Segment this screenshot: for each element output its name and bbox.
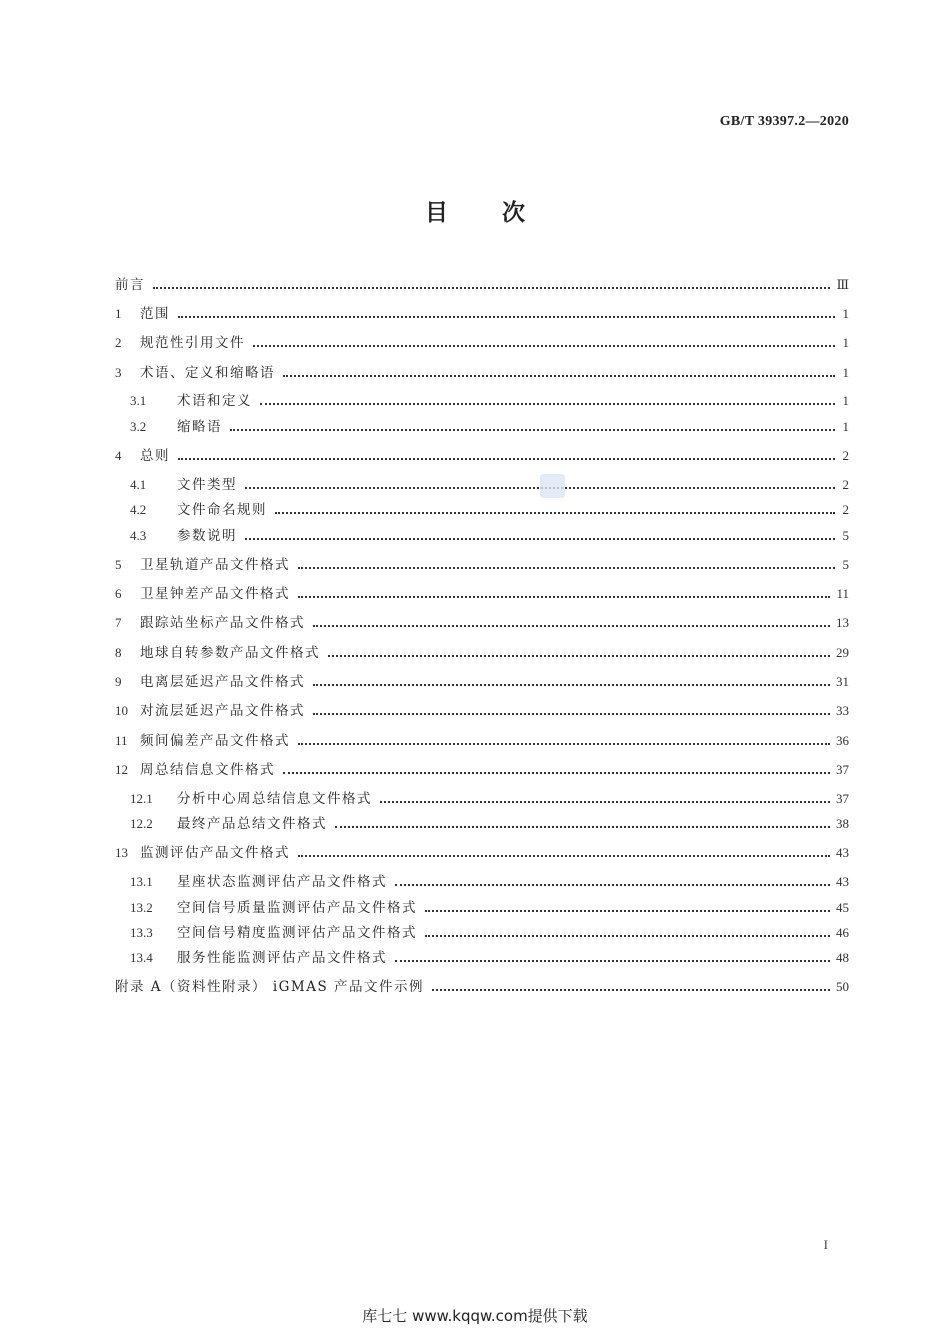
toc-entry[interactable]	[130, 526, 849, 546]
toc-entry-title: 术语、定义和缩略语	[140, 365, 275, 381]
toc-entry-title: 跟踪站坐标产品文件格式	[140, 615, 305, 631]
toc-entry-title: 监测评估产品文件格式	[140, 845, 290, 861]
toc-entry-title: 范围	[140, 306, 170, 322]
toc-entry-page: 1	[842, 335, 849, 350]
toc-entry[interactable]	[130, 417, 849, 437]
toc-entry-title: 服务性能监测评估产品文件格式	[177, 950, 387, 966]
toc-dot-leader	[153, 275, 830, 295]
toc-entry-title: 附录 A（资料性附录） iGMAS 产品文件示例	[115, 979, 425, 995]
toc-entry-number: 8	[115, 645, 122, 660]
toc-entry-title: 空间信号质量监测评估产品文件格式	[177, 900, 417, 916]
toc-entry[interactable]	[130, 391, 849, 411]
toc-entry-page: 13	[836, 615, 849, 630]
toc-entry-title: 空间信号精度监测评估产品文件格式	[177, 925, 417, 941]
toc-entry-number: 13.2	[130, 900, 153, 915]
toc-entry-title: 星座状态监测评估产品文件格式	[177, 874, 387, 890]
toc-entry-number: 3	[115, 365, 122, 380]
toc-entry[interactable]	[115, 731, 849, 751]
toc-entry-page: 5	[842, 528, 849, 543]
toc-entry-title: 周总结信息文件格式	[140, 762, 275, 778]
toc-dot-leader	[283, 363, 835, 383]
toc-entry[interactable]	[130, 789, 849, 809]
toc-entry[interactable]	[130, 872, 849, 892]
toc-entry-title: 术语和定义	[177, 393, 252, 409]
toc-dot-leader	[395, 948, 830, 968]
toc-entry-page: 11	[836, 586, 849, 601]
toc-heading: 目次	[425, 200, 579, 226]
toc-entry-page: 48	[836, 950, 849, 965]
toc-entry-number: 7	[115, 615, 122, 630]
toc-entry-page: 5	[842, 557, 849, 572]
toc-dot-leader	[298, 843, 830, 863]
toc-entry-title: 文件命名规则	[177, 502, 267, 518]
toc-dot-leader	[328, 643, 830, 663]
toc-entry-page: 2	[842, 477, 849, 492]
toc-dot-leader	[230, 417, 835, 437]
toc-entry[interactable]	[130, 500, 849, 520]
toc-dot-leader	[283, 760, 830, 780]
toc-dot-leader	[298, 731, 830, 751]
toc-entry-number: 3.1	[130, 393, 147, 408]
toc-dot-leader	[178, 446, 835, 466]
toc-dot-leader	[425, 923, 830, 943]
toc-entry-page: 1	[842, 365, 849, 380]
toc-entry-number: 13	[115, 845, 128, 860]
toc-entry-title: 地球自转参数产品文件格式	[140, 645, 320, 661]
toc-entry-page: 29	[836, 645, 849, 660]
toc-entry-page: 43	[836, 845, 849, 860]
toc-entry[interactable]	[115, 275, 849, 295]
toc-entry-number: 1	[115, 306, 122, 321]
toc-dot-leader	[380, 789, 830, 809]
toc-entry[interactable]	[115, 760, 849, 780]
toc-entry-page: 33	[836, 703, 849, 718]
toc-entry[interactable]	[115, 363, 849, 383]
toc-entry-page: 2	[842, 502, 849, 517]
toc-dot-leader	[298, 555, 835, 575]
toc-dot-leader	[313, 613, 830, 633]
toc-entry-number: 4.3	[130, 528, 147, 543]
toc-entry-number: 5	[115, 557, 122, 572]
watermark-logo-icon	[540, 474, 565, 498]
toc-entry-page: 1	[842, 419, 849, 434]
toc-dot-leader	[395, 872, 830, 892]
toc-entry-title: 卫星轨道产品文件格式	[140, 557, 290, 573]
toc-dot-leader	[253, 333, 835, 353]
toc-dot-leader	[260, 391, 835, 411]
toc-entry-number: 12.2	[130, 816, 153, 831]
toc-dot-leader	[245, 526, 835, 546]
toc-entry[interactable]	[130, 948, 849, 968]
standard-number: GB/T 39397.2—2020	[719, 114, 849, 129]
toc-entry[interactable]	[115, 643, 849, 663]
download-source-footer: 库七七 www.kqqw.com提供下载	[362, 1307, 588, 1325]
toc-entry[interactable]	[115, 843, 849, 863]
toc-entry-page: 37	[836, 791, 849, 806]
toc-entry-number: 9	[115, 674, 122, 689]
toc-entry-title: 规范性引用文件	[140, 335, 245, 351]
toc-entry-title: 分析中心周总结信息文件格式	[177, 791, 372, 807]
toc-entry[interactable]	[130, 898, 849, 918]
toc-entry[interactable]	[115, 672, 849, 692]
toc-entry-number: 13.4	[130, 950, 153, 965]
toc-entry-title: 最终产品总结文件格式	[177, 816, 327, 832]
toc-entry-number: 10	[115, 703, 128, 718]
toc-entry[interactable]	[115, 613, 849, 633]
toc-entry[interactable]	[130, 475, 849, 495]
toc-entry-number: 11	[115, 733, 128, 748]
toc-entry[interactable]	[115, 977, 849, 997]
toc-entry-page: 38	[836, 816, 849, 831]
toc-entry-number: 13.1	[130, 874, 153, 889]
toc-entry-page: 2	[842, 448, 849, 463]
toc-entry-number: 13.3	[130, 925, 153, 940]
toc-entry-page: 45	[836, 900, 849, 915]
toc-entry-page: 1	[842, 393, 849, 408]
table-of-contents	[115, 0, 849, 1000]
toc-entry-page: 36	[836, 733, 849, 748]
toc-dot-leader	[275, 500, 835, 520]
toc-entry-number: 4.1	[130, 477, 147, 492]
toc-entry[interactable]	[130, 814, 849, 834]
toc-entry[interactable]	[115, 584, 849, 604]
toc-dot-leader	[425, 898, 830, 918]
toc-dot-leader	[335, 814, 830, 834]
toc-entry-title: 参数说明	[177, 528, 237, 544]
toc-entry-page: 1	[842, 306, 849, 321]
toc-entry-number: 3.2	[130, 419, 147, 434]
toc-entry-number: 12	[115, 762, 128, 777]
toc-entry[interactable]	[115, 555, 849, 575]
toc-dot-leader	[313, 672, 830, 692]
toc-dot-leader	[313, 701, 830, 721]
toc-entry-number: 12.1	[130, 791, 153, 806]
toc-entry-number: 4.2	[130, 502, 147, 517]
toc-entry[interactable]	[115, 333, 849, 353]
toc-entry-title: 电离层延迟产品文件格式	[140, 674, 305, 690]
toc-entry[interactable]	[115, 701, 849, 721]
toc-entry-page: 46	[836, 925, 849, 940]
toc-entry-title: 缩略语	[177, 419, 222, 435]
toc-entry-title: 文件类型	[177, 477, 237, 493]
toc-entry-page: 37	[836, 762, 849, 777]
toc-entry-number: 2	[115, 335, 122, 350]
toc-entry-title: 频间偏差产品文件格式	[140, 733, 290, 749]
toc-entry-number: 6	[115, 586, 122, 601]
toc-entry-page: 31	[836, 674, 849, 689]
toc-dot-leader	[298, 584, 830, 604]
toc-entry-number: 4	[115, 448, 122, 463]
toc-entry-title: 前言	[115, 277, 145, 293]
toc-entry-page: 43	[836, 874, 849, 889]
toc-entry[interactable]	[130, 923, 849, 943]
toc-dot-leader	[432, 977, 830, 997]
toc-entry-page: 50	[836, 979, 849, 994]
toc-dot-leader	[178, 304, 835, 324]
toc-entry-page: Ⅲ	[836, 277, 849, 292]
toc-entry-title: 对流层延迟产品文件格式	[140, 703, 305, 719]
page-number: I	[823, 1237, 828, 1252]
toc-entry-title: 卫星钟差产品文件格式	[140, 586, 290, 602]
toc-entry[interactable]	[115, 446, 849, 466]
toc-entry-title: 总则	[140, 448, 170, 464]
toc-entry[interactable]	[115, 304, 849, 324]
